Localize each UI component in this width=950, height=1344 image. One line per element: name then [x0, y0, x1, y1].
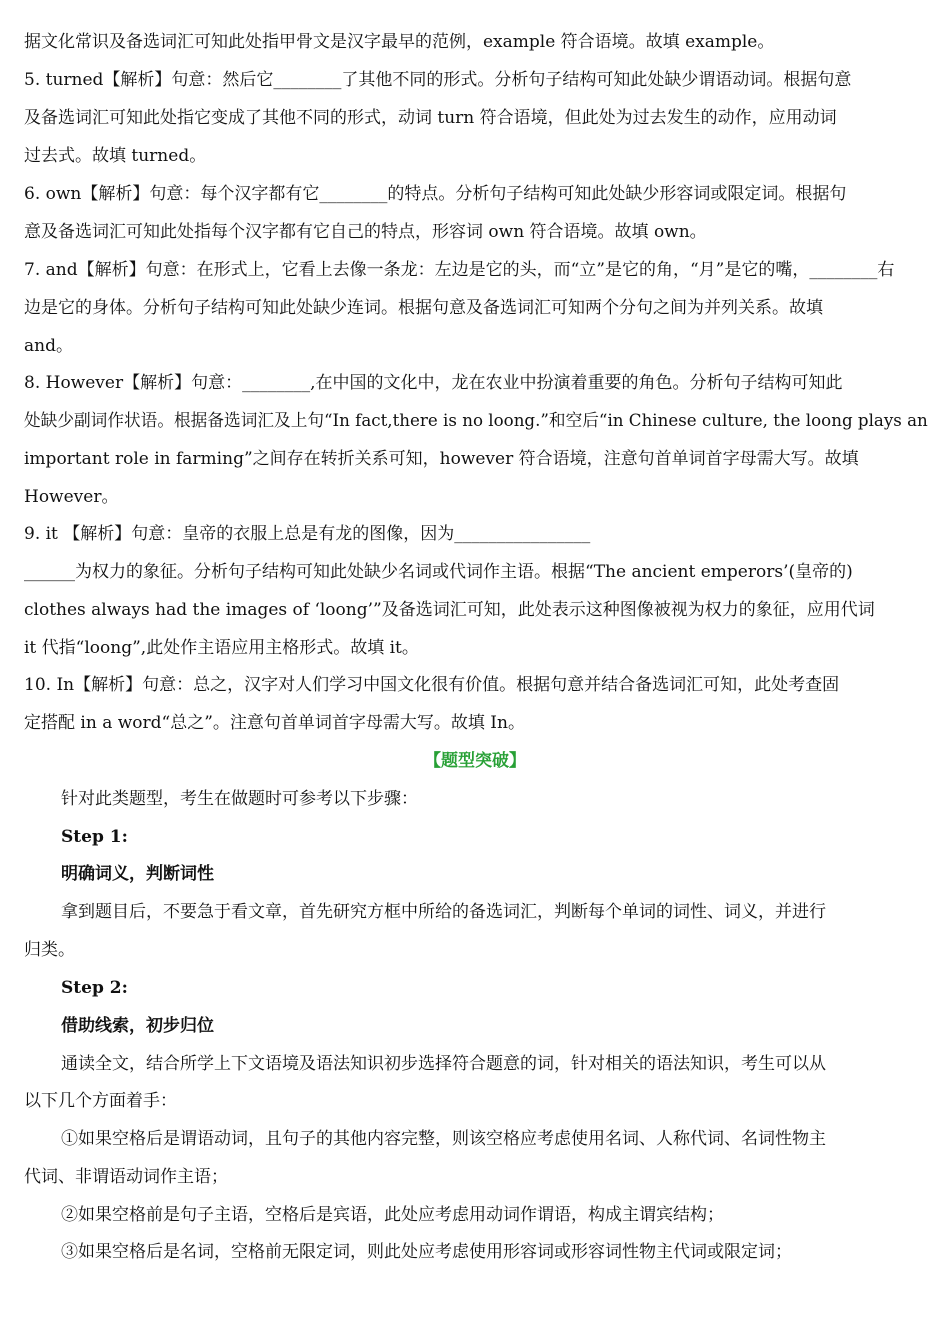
answer-9-line-4: it 代指“loong”,此处作主语应用主格形式。故填 it。 [24, 638, 419, 658]
step1-body-line-2: 归类。 [24, 940, 75, 960]
answer-9-line-2: ______为权力的象征。分析句子结构可知此处缺少名词或代词作主语。根据“The ancient emperors’(皇帝的) [24, 562, 853, 582]
answer-7-line-1: 7. and【解析】句意：在形式上，它看上去像一条龙：左边是它的头，而“立”是它的角，“月”是它的嘴，________右 [24, 260, 895, 280]
answer-8-line-1: 8. However【解析】句意：________,在中国的文化中，龙在农业中扮演着重要的角色。分析句子结构可知此 [24, 373, 843, 393]
answer-4-tail: 据文化常识及备选词汇可知此处指甲骨文是汉字最早的范例，example 符合语境。故填 example。 [24, 32, 775, 52]
section-title: 【题型突破】 [424, 751, 526, 771]
answer-5-line-1: 5. turned【解析】句意：然后它________了其他不同的形式。分析句子结构可知此处缺少谓语动词。根据句意 [24, 70, 852, 90]
intro-text: 针对此类题型，考生在做题时可参考以下步骤： [61, 789, 418, 809]
step2-point-2: ②如果空格前是句子主语，空格后是宾语，此处应考虑用动词作谓语，构成主谓宾结构； [61, 1205, 724, 1225]
answer-10-line-2: 定搭配 in a word“总之”。注意句首单词首字母需大写。故填 In。 [24, 713, 525, 733]
answer-5-line-2: 及备选词汇可知此处指它变成了其他不同的形式，动词 turn 符合语境，但此处为过去发生的动作，应用动词 [24, 108, 837, 128]
step2-label: Step 2: [61, 978, 128, 998]
answer-9-line-3: clothes always had the images of ‘loong’”及备选词汇可知，此处表示这种图像被视为权力的象征，应用代词 [24, 600, 875, 620]
answer-7-line-2: 边是它的身体。分析句子结构可知此处缺少连词。根据句意及备选词汇可知两个分句之间为并列关系。故填 [24, 298, 823, 318]
step1-body-line-1: 拿到题目后，不要急于看文章，首先研究方框中所给的备选词汇，判断每个单词的词性、词义，并进行 [61, 902, 826, 922]
answer-9-line-1: 9. it 【解析】句意：皇帝的衣服上总是有龙的图像，因为________________ [24, 524, 591, 544]
step2-title: 借助线索，初步归位 [61, 1016, 214, 1036]
step1-title: 明确词义，判断词性 [61, 864, 214, 884]
step2-point-3: ③如果空格后是名词，空格前无限定词，则此处应考虑使用形容词或形容词性物主代词或限定词； [61, 1242, 792, 1262]
step2-body-line-2: 以下几个方面着手： [24, 1091, 177, 1111]
step2-point-1-line-1: ①如果空格后是谓语动词，且句子的其他内容完整，则该空格应考虑使用名词、人称代词、名词性物主 [61, 1129, 826, 1149]
step1-label: Step 1: [61, 827, 128, 847]
answer-7-line-3: and。 [24, 336, 73, 356]
answer-6-line-2: 意及备选词汇可知此处指每个汉字都有它自己的特点，形容词 own 符合语境。故填 own。 [24, 222, 707, 242]
answer-8-line-4: However。 [24, 487, 119, 507]
step2-body-line-1: 通读全文，结合所学上下文语境及语法知识初步选择符合题意的词，针对相关的语法知识，考生可以从 [61, 1054, 826, 1074]
answer-8-line-2: 处缺少副词作状语。根据备选词汇及上句“In fact,there is no loong.”和空后“in Chinese culture, the loong plays an [24, 411, 928, 431]
answer-5-line-3: 过去式。故填 turned。 [24, 146, 207, 166]
answer-6-line-1: 6. own【解析】句意：每个汉字都有它________的特点。分析句子结构可知此处缺少形容词或限定词。根据句 [24, 184, 847, 204]
answer-10-line-1: 10. In【解析】句意：总之，汉字对人们学习中国文化很有价值。根据句意并结合备选词汇可知，此处考查固 [24, 675, 840, 695]
answer-8-line-3: important role in farming”之间存在转折关系可知，however 符合语境，注意句首单词首字母需大写。故填 [24, 449, 859, 469]
step2-point-1-line-2: 代词、非谓语动词作主语； [24, 1167, 228, 1187]
